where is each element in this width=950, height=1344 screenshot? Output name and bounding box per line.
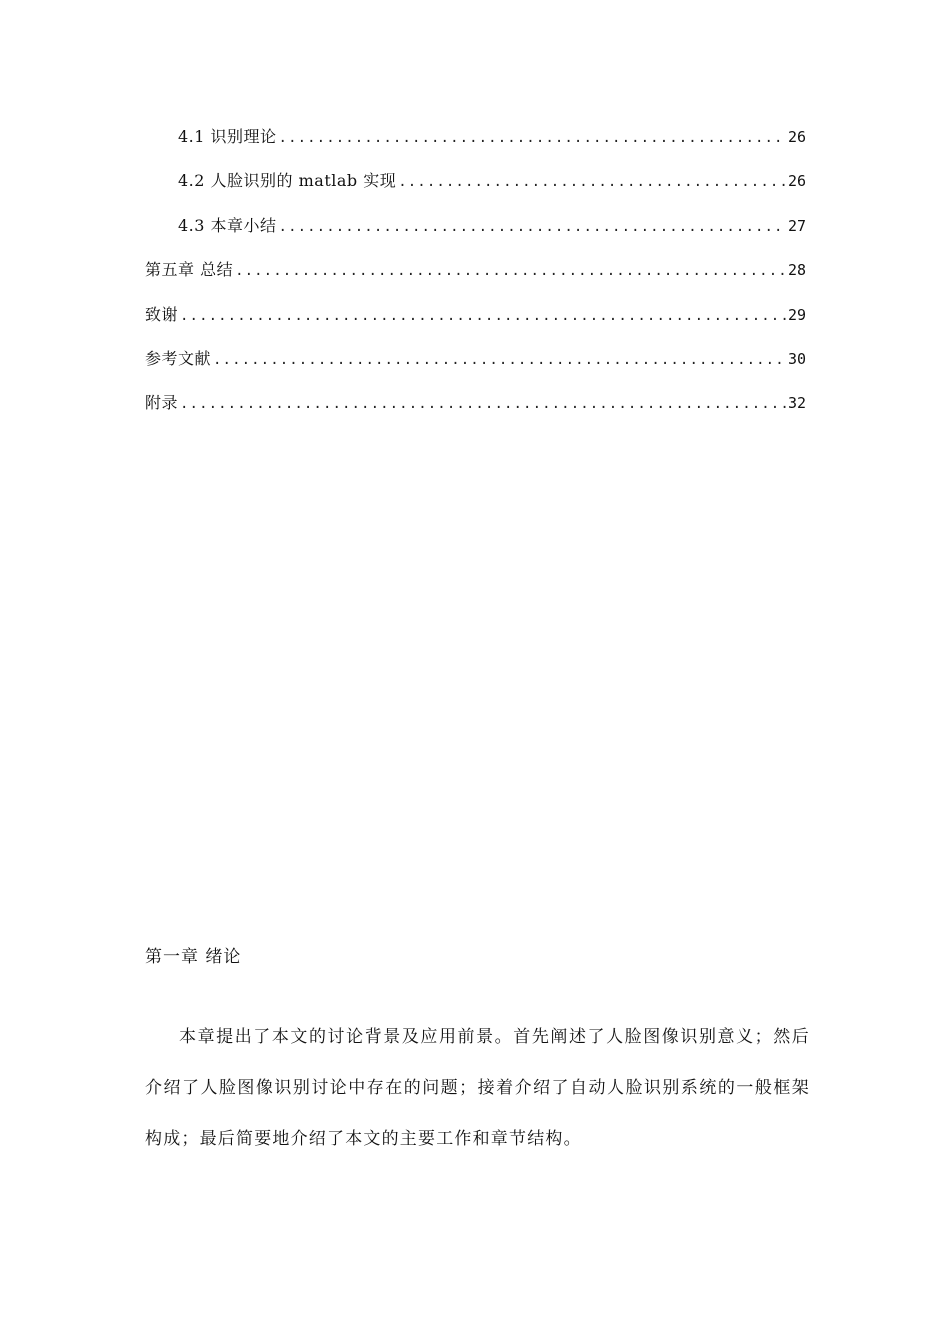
toc-leader-dots [279,125,786,151]
toc-page-number: 27 [787,216,806,235]
table-of-contents [145,124,806,435]
toc-entry-references[interactable] [145,346,806,390]
toc-entry-4-1[interactable] [145,124,806,168]
chapter-title: 第一章 绪论 [145,947,242,967]
toc-leader-dots [279,214,786,240]
toc-leader-dots [180,391,786,417]
toc-page-number: 32 [787,394,806,413]
toc-entry-title: 第五章 总结 [145,260,234,280]
toc-entry-title: 附录 [145,393,179,413]
toc-leader-dots [180,303,786,329]
toc-entry-appendix[interactable] [145,390,806,434]
toc-entry-title: 4.1 识别理论 [178,127,277,146]
toc-leader-dots [213,347,786,373]
toc-page-number: 29 [787,305,806,324]
toc-leader-dots [398,169,786,195]
toc-entry-title: 致谢 [145,304,179,324]
toc-entry-title: 4.2 人脸识别的 matlab 实现 [178,171,397,191]
toc-page-number: 30 [787,349,806,368]
toc-entry-title: 参考文献 [145,348,212,368]
toc-leader-dots [235,258,786,284]
toc-entry-title: 4.3 本章小结 [178,215,277,235]
toc-entry-chapter-5[interactable] [145,257,806,301]
chapter-intro-paragraph: 本章提出了本文的讨论背景及应用前景。首先阐述了人脸图像识别意义；然后介绍了人脸图像识别讨论中存在的问题；接着介绍了自动人脸识别系统的一般框架构成；最后简要地介绍了本文的主要工作和章节结构。 [145,1027,810,1149]
toc-page-number: 26 [787,128,806,146]
toc-entry-4-3[interactable] [145,213,806,257]
toc-entry-acknowledgements[interactable] [145,302,806,346]
toc-page-number: 26 [787,172,806,191]
toc-entry-4-2[interactable] [145,168,806,212]
toc-page-number: 28 [787,261,806,280]
